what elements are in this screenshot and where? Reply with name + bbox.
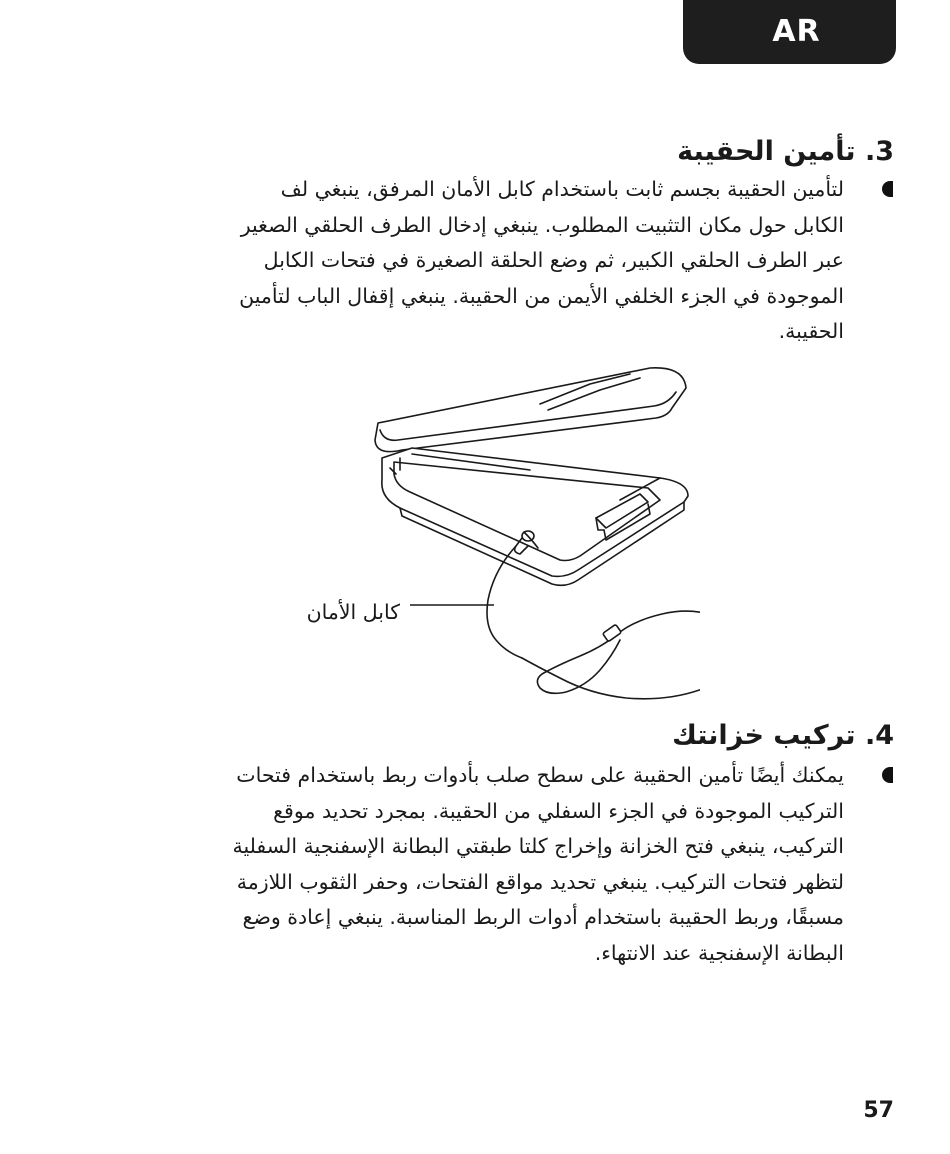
section-paragraph-mounting-safe [104,758,844,971]
lid-drawing [375,368,686,452]
paragraph-line: الحقيبة. [778,319,844,343]
paragraph-line: لتأمين الحقيبة بجسم ثابت باستخدام كابل الأمان المرفق، ينبغي لف [280,177,844,201]
paragraph-line: الكابل حول مكان التثبيت المطلوب. ينبغي إدخال الطرف الحلقي الصغير [240,212,844,237]
callout-leader-line [410,603,494,607]
paragraph-line: مسبقًا، وربط الحقيبة باستخدام أدوات الربط المناسبة. ينبغي إعادة وضع [242,905,844,929]
safe-case-illustration [360,360,700,705]
language-tab: AR [683,0,896,64]
bullet-icon [882,767,893,783]
page-number: 57 [863,1098,894,1123]
base-drawing [382,448,688,585]
paragraph-line: التركيب، ينبغي فتح الخزانة وإخراج كلتا طبقتي البطانة الإسفنجية السفلية [232,834,844,858]
cable-callout-label: كابل الأمان [306,600,400,624]
paragraph-line: الموجودة في الجزء الخلفي الأيمن من الحقيبة. ينبغي إقفال الباب لتأمين [239,283,844,308]
bullet-icon [882,181,893,197]
paragraph-line: التركيب الموجودة في الجزء السفلي من الحقيبة. بمجرد تحديد موقع [273,798,844,823]
paragraph-line: يمكنك أيضًا تأمين الحقيبة على سطح صلب بأدوات ربط باستخدام فتحات [236,763,844,787]
section-title-mounting-safe: 4. تركيب خزانتك [672,720,894,751]
section-title-securing-case: 3. تأمين الحقيبة [677,136,894,167]
paragraph-line: لتظهر فتحات التركيب. ينبغي تحديد مواقع الفتحات، وحفر الثقوب اللازمة [236,869,844,894]
paragraph-line: البطانة الإسفنجية عند الانتهاء. [594,940,844,965]
paragraph-line: عبر الطرف الحلقي الكبير، ثم وضع الحلقة الصغيرة في فتحات الكابل [263,248,844,272]
section-paragraph-securing-case [104,172,844,350]
